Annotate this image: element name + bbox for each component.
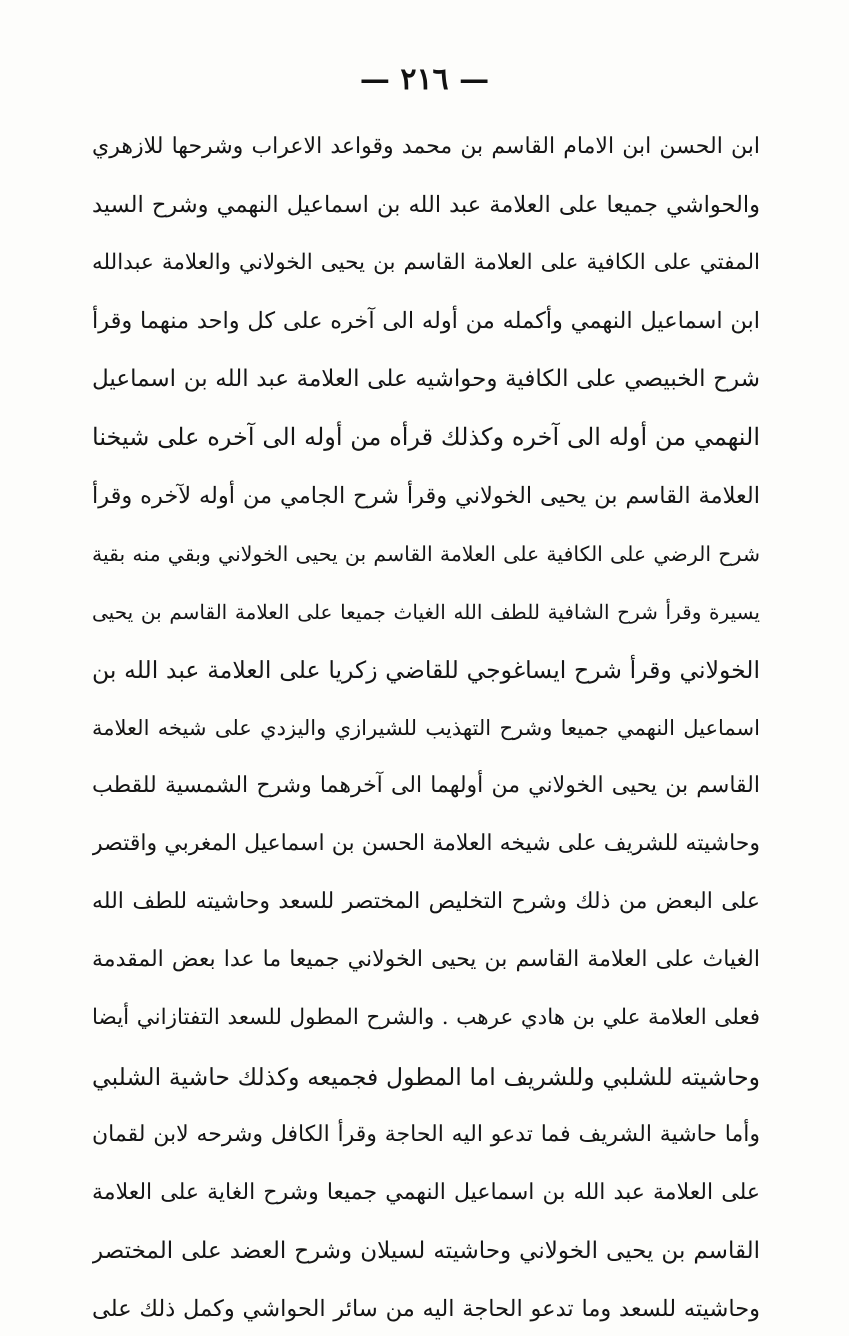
text-line: وحاشيته للسعد وما تدعو الحاجة اليه من سائر الحواشي وكمل ذلك على [92, 1295, 760, 1322]
text-line: شرح الرضي على الكافية على العلامة القاسم بن يحيى الخولاني وبقي منه بقية [92, 541, 760, 566]
text-line: اسماعيل النهمي جميعا وشرح التهذيب للشيرازي واليزدي على شيخه العلامة [92, 715, 760, 740]
text-line: على البعض من ذلك وشرح التخليص المختصر للسعد وحاشيته للطف الله [92, 889, 760, 915]
text-line: العلامة القاسم بن يحيى الخولاني وقرأ شرح الجامي من أوله لآخره وقرأ [92, 482, 760, 509]
text-line: شرح الخبيصي على الكافية وحواشيه على العلامة عبد الله بن اسماعيل [92, 366, 760, 393]
text-line: فعلى العلامة علي بن هادي عرهب . والشرح المطول للسعد التفتازاني أيضا [92, 1005, 760, 1031]
body-text [92, 118, 760, 1338]
text-line: ابن الحسن ابن الامام القاسم بن محمد وقواعد الاعراب وشرحها للازهري [92, 134, 760, 159]
text-line: يسيرة وقرأ شرح الشافية للطف الله الغياث جميعا على العلامة القاسم بن يحيى [92, 599, 760, 624]
text-line: على العلامة عبد الله بن اسماعيل النهمي جميعا وشرح الغاية على العلامة [92, 1179, 760, 1205]
page-number: — ٢١٦ — [359, 62, 490, 97]
text-line: والحواشي جميعا على العلامة عبد الله بن اسماعيل النهمي وشرح السيد [92, 192, 760, 219]
text-line: القاسم بن يحيى الخولاني وحاشيته لسيلان وشرح العضد على المختصر [92, 1237, 760, 1264]
text-line: وحاشيته للشلبي وللشريف اما المطول فجميعه وكذلك حاشية الشلبي [92, 1062, 760, 1091]
text-line: الغياث على العلامة القاسم بن يحيى الخولاني جميعا ما عدا بعض المقدمة [92, 947, 760, 973]
text-line: ابن اسماعيل النهمي وأكمله من أوله الى آخره على كل واحد منهما وقرأ [92, 308, 760, 335]
text-line: المفتي على الكافية على العلامة القاسم بن يحيى الخولاني والعلامة عبدالله [92, 250, 760, 276]
text-line: القاسم بن يحيى الخولاني من أولهما الى آخرهما وشرح الشمسية للقطب [92, 773, 760, 799]
text-line: الخولاني وقرأ شرح ايساغوجي للقاضي زكريا على العلامة عبد الله بن [92, 655, 760, 684]
text-line: النهمي من أوله الى آخره وكذلك قرأه من أوله الى آخره على شيخنا [92, 423, 760, 452]
text-line: وحاشيته للشريف على شيخه العلامة الحسن بن اسماعيل المغربي واقتصر [92, 831, 760, 857]
text-line: وأما حاشية الشريف فما تدعو اليه الحاجة وقرأ الكافل وشرحه لابن لقمان [92, 1121, 760, 1147]
